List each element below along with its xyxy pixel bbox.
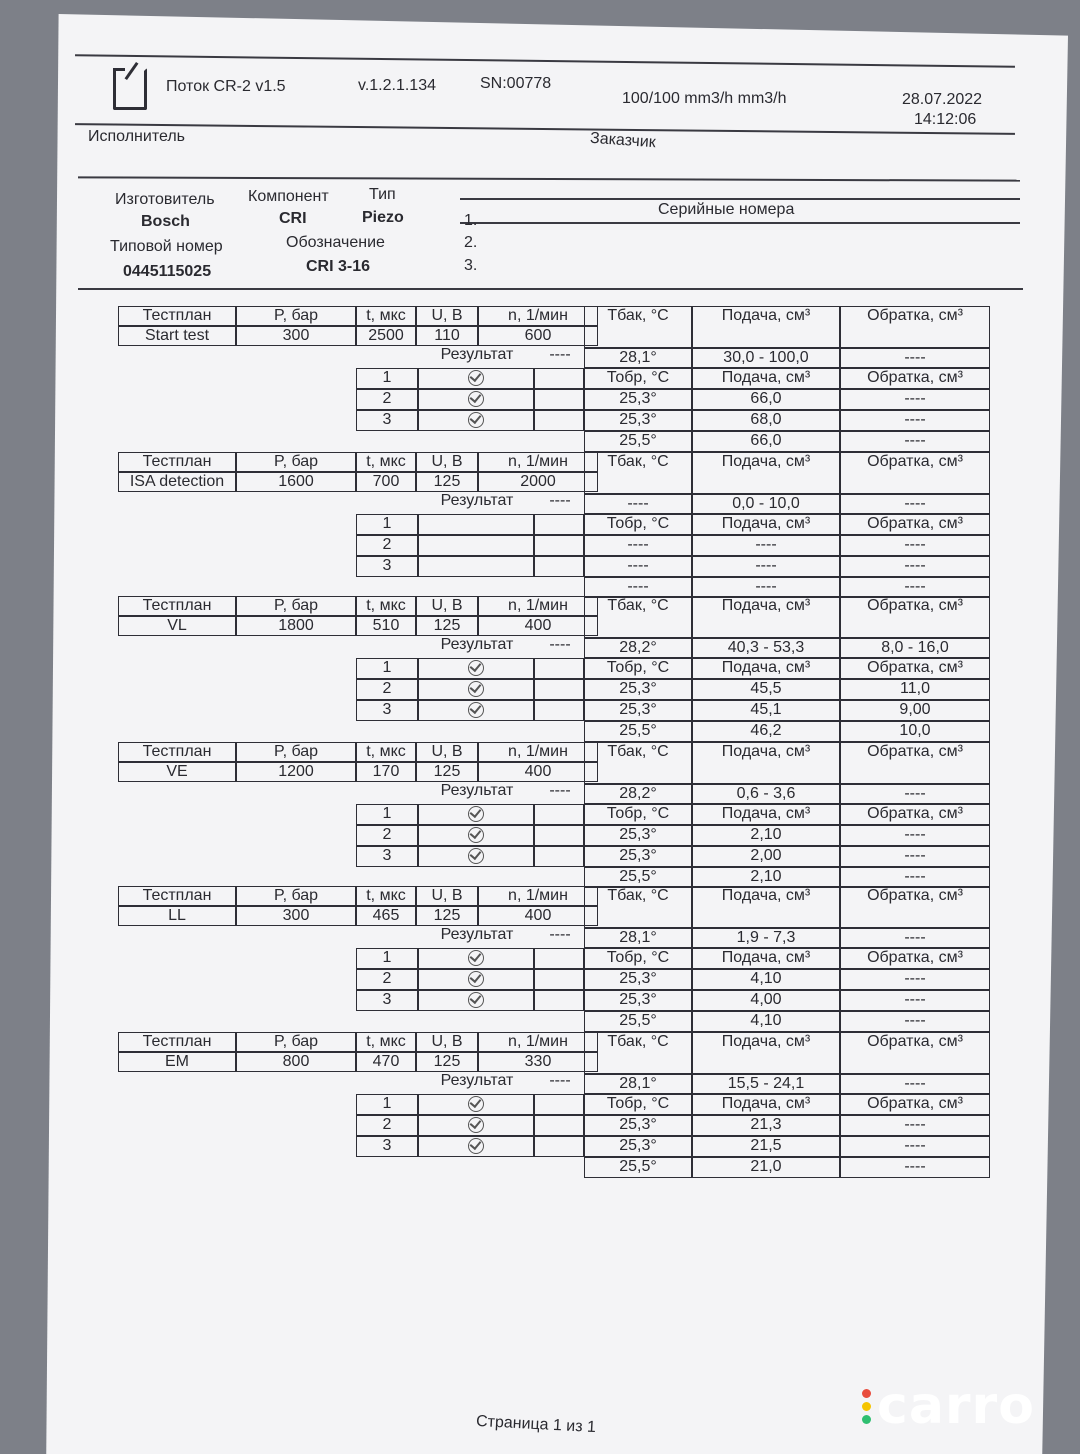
delivery-value: ----: [692, 535, 840, 556]
result-row-status: [418, 948, 534, 969]
pressure-value: 1200: [236, 762, 356, 782]
check-circle-icon: [468, 806, 484, 822]
backflow-header: Обратка, см³: [840, 1094, 990, 1115]
pressure-header: P, бар: [236, 1032, 356, 1052]
backflow-range: ----: [840, 784, 990, 804]
backflow-value: ----: [840, 990, 990, 1011]
rpm-value: 400: [478, 762, 598, 782]
time-header: t, мкс: [356, 452, 416, 472]
voltage-header: U, В: [416, 1032, 478, 1052]
return-temp-value: 25,3°: [584, 969, 692, 990]
designation-label: Обозначение: [286, 234, 385, 251]
delivery-header: Подача, см³: [692, 804, 840, 825]
check-circle-icon: [468, 950, 484, 966]
type-value: Piezo: [362, 209, 404, 226]
backflow-header: Обратка, см³: [840, 596, 990, 638]
test-block: [0, 886, 1080, 1029]
delivery-value: 68,0: [692, 410, 840, 431]
serial-line-3: 3.: [464, 257, 478, 274]
voltage-value: 110: [416, 326, 478, 346]
return-temp-value: 25,3°: [584, 679, 692, 700]
result-row-number: 1: [356, 948, 418, 969]
tank-temp-value: 28,1°: [584, 1074, 692, 1094]
result-row-number: 2: [356, 679, 418, 700]
result-row-status: [418, 825, 534, 846]
pressure-value: 800: [236, 1052, 356, 1072]
app-version: v.1.2.1.134: [358, 77, 436, 94]
backflow-value: ----: [840, 1136, 990, 1157]
backflow-range: 8,0 - 16,0: [840, 638, 990, 658]
backflow-value: ----: [840, 535, 990, 556]
return-temp-value: ----: [584, 577, 692, 598]
report-date: 28.07.2022: [902, 91, 983, 108]
return-temp-value: 25,5°: [584, 431, 692, 452]
rpm-value: 330: [478, 1052, 598, 1072]
backflow-header: Обратка, см³: [840, 514, 990, 535]
pressure-header: P, бар: [236, 596, 356, 616]
result-row-number: 3: [356, 846, 418, 867]
tank-temp-value: 28,2°: [584, 638, 692, 658]
voltage-value: 125: [416, 616, 478, 636]
testplan-header: Тестплан: [118, 596, 236, 616]
result-row-spacer: [534, 969, 584, 990]
backflow-value: ----: [840, 1157, 990, 1178]
result-row-number: 2: [356, 969, 418, 990]
delivery-header: Подача, см³: [692, 948, 840, 969]
delivery-range: 0,6 - 3,6: [692, 784, 840, 804]
return-temp-value: 25,5°: [584, 1157, 692, 1178]
result-row-spacer: [534, 700, 584, 721]
delivery-range: 0,0 - 10,0: [692, 494, 840, 514]
backflow-range: ----: [840, 928, 990, 948]
check-circle-icon: [468, 412, 484, 428]
delivery-header: Подача, см³: [692, 658, 840, 679]
testplan-header: Тестплан: [118, 452, 236, 472]
result-row-status: [418, 1115, 534, 1136]
check-circle-icon: [468, 1117, 484, 1133]
customer-label: Заказчик: [589, 129, 657, 152]
result-row-status: [418, 679, 534, 700]
delivery-value: 2,00: [692, 846, 840, 867]
backflow-header: Обратка, см³: [840, 306, 990, 348]
result-row-spacer: [534, 825, 584, 846]
delivery-range: 40,3 - 53,3: [692, 638, 840, 658]
result-dashes: ----: [549, 926, 571, 943]
check-circle-icon: [468, 702, 484, 718]
backflow-header: Обратка, см³: [840, 452, 990, 494]
result-row-number: 3: [356, 1136, 418, 1157]
testplan-header: Тестплан: [118, 886, 236, 906]
tank-temp-header: Тбак, °С: [584, 742, 692, 784]
pressure-value: 1800: [236, 616, 356, 636]
result-header: Результат: [440, 1072, 514, 1089]
check-circle-icon: [468, 391, 484, 407]
delivery-header: Подача, см³: [692, 886, 840, 928]
result-row-number: 1: [356, 658, 418, 679]
check-circle-icon: [468, 1096, 484, 1112]
delivery-value: 46,2: [692, 721, 840, 742]
tank-temp-value: ----: [584, 494, 692, 514]
voltage-header: U, В: [416, 886, 478, 906]
backflow-header: Обратка, см³: [840, 948, 990, 969]
executor-label: Исполнитель: [88, 128, 186, 145]
component-value: CRI: [279, 210, 307, 227]
result-row-status: [418, 410, 534, 431]
logo-icon: [113, 68, 147, 110]
delivery-header: Подача, см³: [692, 742, 840, 784]
backflow-value: ----: [840, 431, 990, 452]
result-row-number: 2: [356, 535, 418, 556]
testplan-name: ISA detection: [118, 472, 236, 492]
backflow-value: ----: [840, 969, 990, 990]
rpm-header: n, 1/мин: [478, 1032, 598, 1052]
return-temp-value: ----: [584, 535, 692, 556]
check-circle-icon: [468, 681, 484, 697]
tank-temp-header: Тбак, °С: [584, 596, 692, 638]
tank-temp-header: Тбак, °С: [584, 306, 692, 348]
time-value: 170: [356, 762, 416, 782]
type-label: Тип: [369, 186, 396, 203]
delivery-header: Подача, см³: [692, 452, 840, 494]
check-circle-icon: [468, 660, 484, 676]
rpm-header: n, 1/мин: [478, 886, 598, 906]
delivery-value: 45,5: [692, 679, 840, 700]
result-row-spacer: [534, 410, 584, 431]
traffic-light-icon: [862, 1389, 871, 1424]
return-temp-header: Тобр, °С: [584, 804, 692, 825]
rpm-header: n, 1/мин: [478, 452, 598, 472]
result-row-number: 1: [356, 514, 418, 535]
time-header: t, мкс: [356, 1032, 416, 1052]
delivery-header: Подача, см³: [692, 514, 840, 535]
result-row-spacer: [534, 556, 584, 577]
delivery-header: Подача, см³: [692, 306, 840, 348]
result-row-status: [418, 556, 534, 577]
rpm-value: 400: [478, 616, 598, 636]
backflow-header: Обратка, см³: [840, 658, 990, 679]
result-row-status: [418, 368, 534, 389]
result-row-spacer: [534, 514, 584, 535]
result-header: Результат: [440, 636, 514, 653]
check-circle-icon: [468, 848, 484, 864]
voltage-value: 125: [416, 906, 478, 926]
backflow-header: Обратка, см³: [840, 886, 990, 928]
delivery-value: ----: [692, 556, 840, 577]
return-temp-value: 25,5°: [584, 867, 692, 888]
delivery-header: Подача, см³: [692, 1032, 840, 1074]
voltage-value: 125: [416, 472, 478, 492]
testplan-name: EM: [118, 1052, 236, 1072]
voltage-value: 125: [416, 1052, 478, 1072]
time-value: 2500: [356, 326, 416, 346]
manufacturer-label: Изготовитель: [115, 191, 215, 208]
serial-line-1: 1.: [464, 212, 478, 229]
model-value: 0445115025: [123, 263, 212, 280]
serials-bottom-rule: [460, 222, 1020, 224]
result-row-spacer: [534, 804, 584, 825]
return-temp-value: 25,5°: [584, 721, 692, 742]
rpm-value: 600: [478, 326, 598, 346]
result-header: Результат: [440, 492, 514, 509]
component-label: Компонент: [248, 188, 329, 205]
result-row-status: [418, 1136, 534, 1157]
tank-temp-header: Тбак, °С: [584, 1032, 692, 1074]
backflow-value: 9,00: [840, 700, 990, 721]
result-row-spacer: [534, 1094, 584, 1115]
testplan-name: VE: [118, 762, 236, 782]
test-block: [0, 742, 1080, 885]
delivery-value: 66,0: [692, 431, 840, 452]
info-bottom-rule: [78, 288, 1023, 290]
delivery-value: 45,1: [692, 700, 840, 721]
testplan-name: Start test: [118, 326, 236, 346]
delivery-header: Подача, см³: [692, 1094, 840, 1115]
return-temp-header: Тобр, °С: [584, 948, 692, 969]
result-row-spacer: [534, 389, 584, 410]
delivery-range: 30,0 - 100,0: [692, 348, 840, 368]
backflow-value: ----: [840, 389, 990, 410]
result-dashes: ----: [549, 346, 571, 363]
test-block: [0, 596, 1080, 739]
tank-temp-value: 28,2°: [584, 784, 692, 804]
pressure-header: P, бар: [236, 742, 356, 762]
device-serial: SN:00778: [480, 75, 552, 92]
backflow-value: 11,0: [840, 679, 990, 700]
result-header: Результат: [440, 346, 514, 363]
delivery-value: 2,10: [692, 867, 840, 888]
testplan-name: VL: [118, 616, 236, 636]
test-block: [0, 452, 1080, 595]
watermark-text: carro: [877, 1376, 1035, 1436]
check-circle-icon: [468, 992, 484, 1008]
time-header: t, мкс: [356, 306, 416, 326]
delivery-range: 1,9 - 7,3: [692, 928, 840, 948]
result-row-status: [418, 804, 534, 825]
return-temp-header: Тобр, °С: [584, 1094, 692, 1115]
return-temp-header: Тобр, °С: [584, 658, 692, 679]
delivery-value: 4,10: [692, 969, 840, 990]
result-row-spacer: [534, 535, 584, 556]
result-row-number: 1: [356, 368, 418, 389]
return-temp-value: 25,3°: [584, 410, 692, 431]
rpm-header: n, 1/мин: [478, 306, 598, 326]
result-dashes: ----: [549, 492, 571, 509]
tank-temp-value: 28,1°: [584, 348, 692, 368]
tank-temp-value: 28,1°: [584, 928, 692, 948]
backflow-header: Обратка, см³: [840, 804, 990, 825]
time-value: 510: [356, 616, 416, 636]
result-row-spacer: [534, 1136, 584, 1157]
rpm-value: 2000: [478, 472, 598, 492]
testplan-header: Тестплан: [118, 742, 236, 762]
result-row-number: 3: [356, 556, 418, 577]
result-header: Результат: [440, 926, 514, 943]
testplan-header: Тестплан: [118, 1032, 236, 1052]
pressure-value: 300: [236, 906, 356, 926]
delivery-value: 21,0: [692, 1157, 840, 1178]
backflow-header: Обратка, см³: [840, 368, 990, 389]
return-temp-value: ----: [584, 556, 692, 577]
return-temp-value: 25,3°: [584, 1136, 692, 1157]
voltage-header: U, В: [416, 742, 478, 762]
backflow-value: ----: [840, 825, 990, 846]
time-header: t, мкс: [356, 742, 416, 762]
test-block: [0, 306, 1080, 449]
return-temp-value: 25,3°: [584, 389, 692, 410]
pressure-header: P, бар: [236, 886, 356, 906]
time-header: t, мкс: [356, 886, 416, 906]
result-row-number: 2: [356, 1115, 418, 1136]
return-temp-value: 25,3°: [584, 700, 692, 721]
model-label: Типовой номер: [110, 238, 223, 255]
result-row-status: [418, 658, 534, 679]
return-temp-header: Тобр, °С: [584, 368, 692, 389]
backflow-range: ----: [840, 1074, 990, 1094]
return-temp-value: 25,5°: [584, 1011, 692, 1032]
check-circle-icon: [468, 827, 484, 843]
voltage-header: U, В: [416, 596, 478, 616]
voltage-value: 125: [416, 762, 478, 782]
result-row-spacer: [534, 990, 584, 1011]
backflow-header: Обратка, см³: [840, 1032, 990, 1074]
result-row-number: 1: [356, 1094, 418, 1115]
designation-value: CRI 3-16: [306, 258, 371, 275]
result-row-spacer: [534, 948, 584, 969]
time-header: t, мкс: [356, 596, 416, 616]
tank-temp-header: Тбак, °С: [584, 452, 692, 494]
result-row-status: [418, 1094, 534, 1115]
delivery-value: 4,00: [692, 990, 840, 1011]
return-temp-value: 25,3°: [584, 846, 692, 867]
result-row-number: 2: [356, 389, 418, 410]
result-dashes: ----: [549, 782, 571, 799]
app-title: Поток CR-2 v1.5: [166, 78, 286, 95]
backflow-value: 10,0: [840, 721, 990, 742]
delivery-value: 66,0: [692, 389, 840, 410]
delivery-header: Подача, см³: [692, 596, 840, 638]
result-row-number: 1: [356, 804, 418, 825]
return-temp-value: 25,3°: [584, 825, 692, 846]
serial-line-2: 2.: [464, 234, 478, 251]
serials-top-rule: [460, 198, 1020, 200]
check-circle-icon: [468, 1138, 484, 1154]
time-value: 465: [356, 906, 416, 926]
time-value: 470: [356, 1052, 416, 1072]
result-row-spacer: [534, 1115, 584, 1136]
watermark-logo: [862, 1378, 1035, 1434]
backflow-value: ----: [840, 410, 990, 431]
pressure-value: 300: [236, 326, 356, 346]
result-row-status: [418, 514, 534, 535]
result-row-status: [418, 389, 534, 410]
result-row-status: [418, 969, 534, 990]
result-row-status: [418, 535, 534, 556]
rpm-header: n, 1/мин: [478, 742, 598, 762]
backflow-value: ----: [840, 577, 990, 598]
result-row-spacer: [534, 658, 584, 679]
result-row-status: [418, 990, 534, 1011]
check-circle-icon: [468, 971, 484, 987]
pressure-value: 1600: [236, 472, 356, 492]
backflow-range: ----: [840, 494, 990, 514]
report-time: 14:12:06: [914, 111, 977, 128]
result-row-status: [418, 700, 534, 721]
backflow-range: ----: [840, 348, 990, 368]
delivery-value: 2,10: [692, 825, 840, 846]
tank-temp-header: Тбак, °С: [584, 886, 692, 928]
voltage-header: U, В: [416, 452, 478, 472]
result-row-number: 3: [356, 990, 418, 1011]
backflow-value: ----: [840, 867, 990, 888]
result-row-spacer: [534, 846, 584, 867]
test-block: [0, 1032, 1080, 1175]
backflow-value: ----: [840, 1115, 990, 1136]
delivery-value: 21,3: [692, 1115, 840, 1136]
result-row-number: 3: [356, 700, 418, 721]
pressure-header: P, бар: [236, 306, 356, 326]
result-row-number: 2: [356, 825, 418, 846]
return-temp-header: Тобр, °С: [584, 514, 692, 535]
backflow-header: Обратка, см³: [840, 742, 990, 784]
pressure-header: P, бар: [236, 452, 356, 472]
serials-label: Серийные номера: [658, 201, 795, 218]
backflow-value: ----: [840, 1011, 990, 1032]
return-temp-value: 25,3°: [584, 990, 692, 1011]
delivery-value: ----: [692, 577, 840, 598]
testplan-header: Тестплан: [118, 306, 236, 326]
result-dashes: ----: [549, 636, 571, 653]
testplan-name: LL: [118, 906, 236, 926]
time-value: 700: [356, 472, 416, 492]
page-number: Страница 1 из 1: [475, 1412, 597, 1437]
delivery-value: 4,10: [692, 1011, 840, 1032]
result-dashes: ----: [549, 1072, 571, 1089]
return-temp-value: 25,3°: [584, 1115, 692, 1136]
check-circle-icon: [468, 370, 484, 386]
backflow-value: ----: [840, 556, 990, 577]
result-header: Результат: [440, 782, 514, 799]
voltage-header: U, В: [416, 306, 478, 326]
rpm-header: n, 1/мин: [478, 596, 598, 616]
backflow-value: ----: [840, 846, 990, 867]
result-row-status: [418, 846, 534, 867]
delivery-range: 15,5 - 24,1: [692, 1074, 840, 1094]
manufacturer-value: Bosch: [141, 213, 190, 230]
delivery-value: 21,5: [692, 1136, 840, 1157]
flow-rate: 100/100 mm3/h mm3/h: [622, 90, 787, 107]
rpm-value: 400: [478, 906, 598, 926]
result-row-spacer: [534, 368, 584, 389]
delivery-header: Подача, см³: [692, 368, 840, 389]
result-row-number: 3: [356, 410, 418, 431]
result-row-spacer: [534, 679, 584, 700]
